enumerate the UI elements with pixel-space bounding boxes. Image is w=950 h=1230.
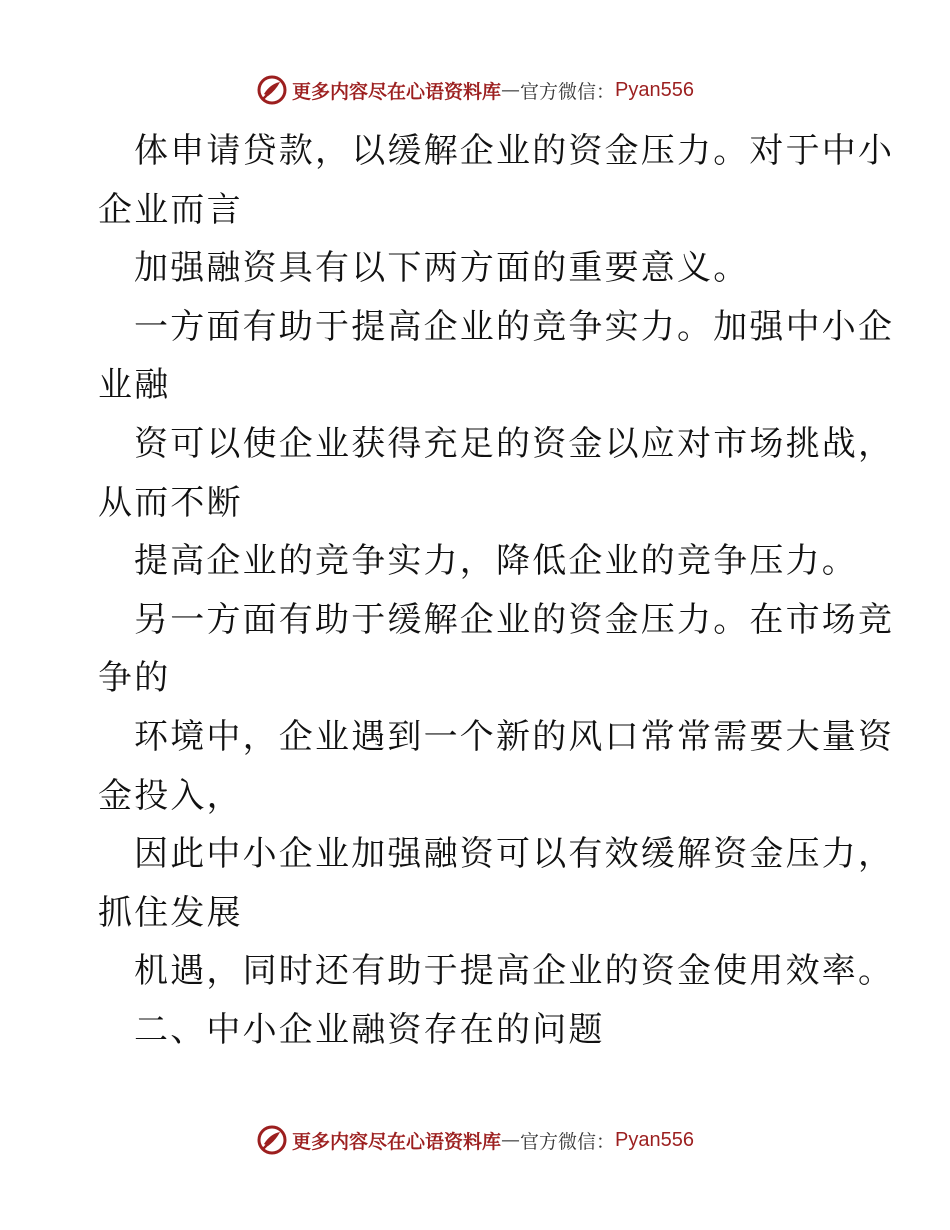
brand-logo-icon <box>256 74 288 106</box>
body-line: 加强融资具有以下两方面的重要意义。 <box>134 248 750 289</box>
footer-wechat-label: 官方微信： <box>520 1130 616 1153</box>
document-body <box>98 122 895 1060</box>
body-line: 抓住发展 <box>98 892 243 933</box>
footer-brand-text: 更多内容尽在心语资料库 <box>292 1130 502 1153</box>
body-line: 另一方面有助于缓解企业的资金压力。在市场竞 <box>134 599 895 640</box>
body-line: 因此中小企业加强融资可以有效缓解资金压力， <box>134 834 895 875</box>
body-line: 提高企业的竞争实力，降低企业的竞争压力。 <box>134 541 858 582</box>
body-line: 资可以使企业获得充足的资金以应对市场挑战， <box>134 423 895 464</box>
body-line: 环境中，企业遇到一个新的风口常常需要大量资 <box>134 716 895 757</box>
brand-logo-icon <box>256 1124 288 1156</box>
footer-watermark-banner <box>0 1122 950 1158</box>
footer-wechat-id: Pyan556 <box>615 1128 694 1151</box>
body-line: 企业而言 <box>98 189 243 230</box>
header-watermark-banner <box>0 72 950 108</box>
body-line: 金投入， <box>98 775 243 816</box>
body-line: 一方面有助于提高企业的竞争实力。加强中小企 <box>134 306 895 347</box>
body-line: 从而不断 <box>98 482 243 523</box>
header-wechat-id: Pyan556 <box>615 78 694 101</box>
footer-dash: — <box>501 1129 521 1151</box>
header-brand-text: 更多内容尽在心语资料库 <box>292 80 502 103</box>
body-line: 争的 <box>98 658 171 699</box>
header-wechat-label: 官方微信： <box>520 80 616 103</box>
body-line: 机遇，同时还有助于提高企业的资金使用效率。 <box>134 951 895 992</box>
header-dash: — <box>501 79 521 101</box>
body-line: 体申请贷款，以缓解企业的资金压力。对于中小 <box>134 131 895 171</box>
body-line: 业融 <box>98 365 171 406</box>
section-heading: 二、中小企业融资存在的问题 <box>134 1009 605 1050</box>
